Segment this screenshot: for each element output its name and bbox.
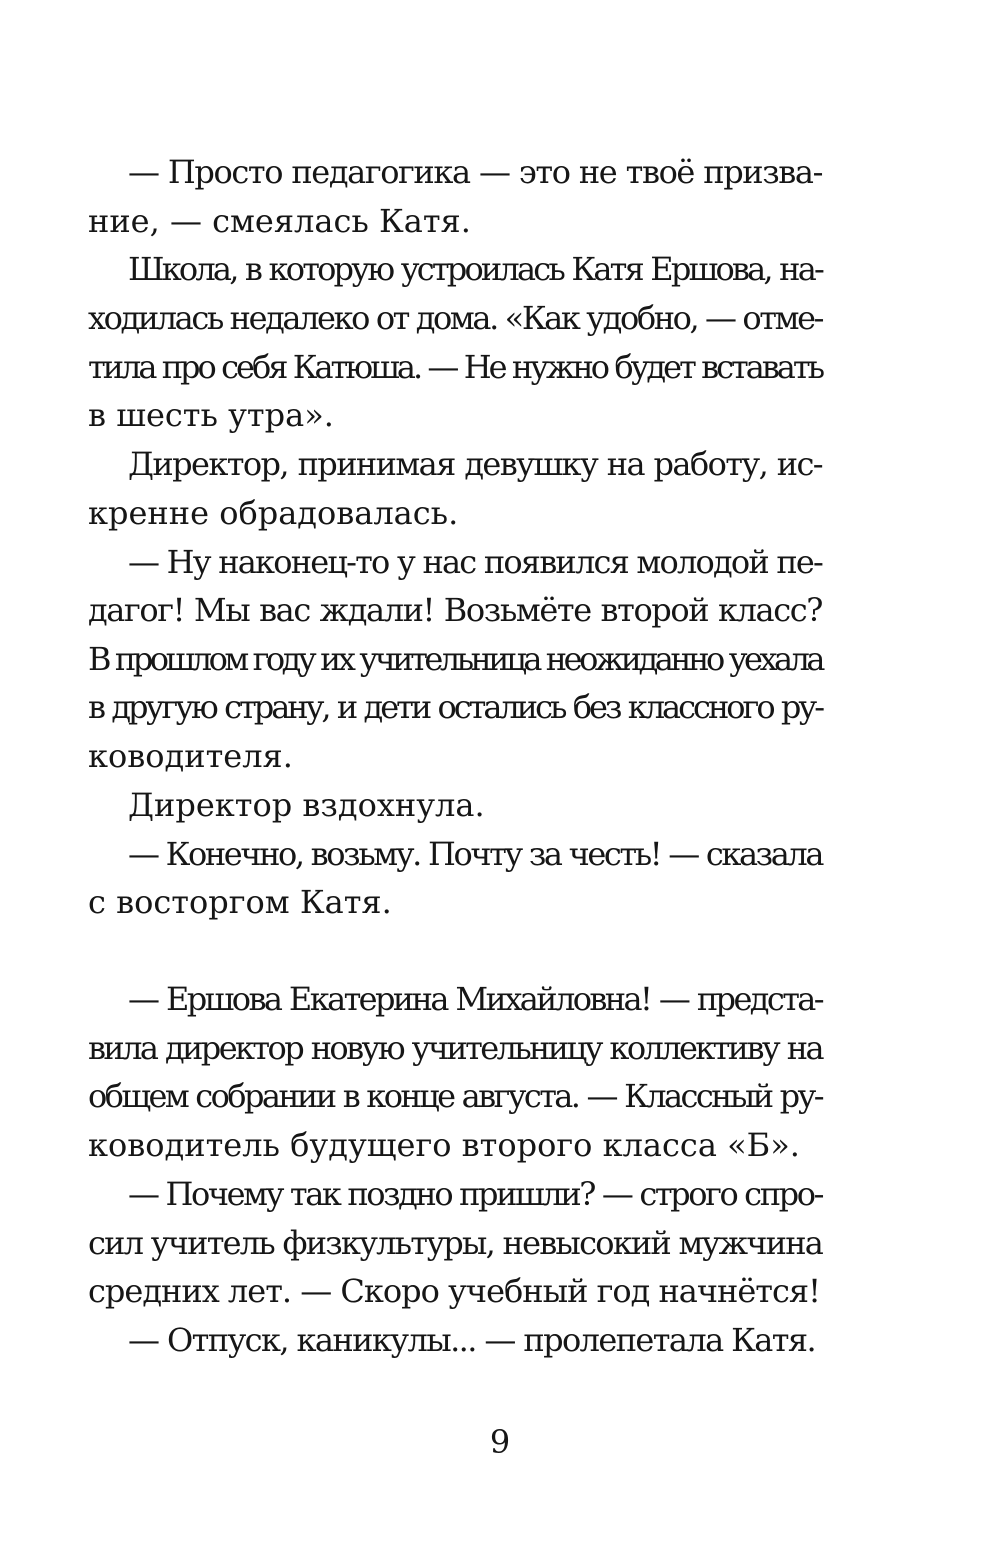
text-line: дагог! Мы вас ждали! Возьмёте второй класс? — [88, 591, 822, 630]
text-line: — Конечно, возьму. Почту за честь! — сказала — [128, 834, 822, 873]
text-line: ководителя. — [88, 737, 293, 776]
page-number: 9 — [489, 1423, 511, 1461]
section-break — [88, 927, 822, 975]
book-page-text — [88, 148, 822, 1365]
text-line: ководитель будущего второго класса «Б». — [88, 1126, 800, 1165]
text-line: Школа, в которую устроилась Катя Ершова, на- — [128, 250, 822, 289]
paragraph — [88, 781, 822, 830]
text-line: в шесть утра». — [88, 396, 334, 435]
text-line: средних лет. — Скоро учебный год начнётся! — [88, 1272, 820, 1311]
paragraph — [88, 975, 822, 1169]
paragraph — [88, 1316, 822, 1365]
text-line: вила директор новую учительницу коллективу на — [88, 1028, 822, 1067]
text-line: — Почему так поздно пришли? — строго спро- — [128, 1174, 822, 1213]
text-line: с восторгом Катя. — [88, 883, 392, 922]
text-line: кренне обрадовалась. — [88, 493, 459, 532]
text-line: — Ершова Екатерина Михайловна! — предста- — [128, 980, 822, 1019]
text-line: ходилась недалеко от дома. «Как удобно, — отме- — [88, 299, 823, 338]
text-line: — Просто педагогика — это не твоё призва- — [128, 153, 822, 191]
paragraph — [88, 1170, 822, 1316]
text-line: — Ну наконец-то у нас появился молодой пе- — [128, 542, 822, 581]
text-line: В прошлом году их учительница неожиданно уехала — [88, 639, 822, 678]
paragraph — [88, 148, 822, 245]
text-line: Директор, принимая девушку на работу, ис- — [128, 445, 822, 484]
text-line: ние, — смеялась Катя. — [88, 201, 471, 240]
paragraph — [88, 440, 822, 537]
text-line: — Отпуск, каникулы... — пролепетала Катя. — [128, 1321, 816, 1360]
paragraph — [88, 245, 822, 439]
text-line: Директор вздохнула. — [128, 785, 485, 824]
paragraph — [88, 830, 822, 927]
paragraph — [88, 538, 822, 781]
text-line: в другую страну, и дети остались без классного ру- — [88, 688, 822, 727]
text-line: тила про себя Катюша. — Не нужно будет вставать — [88, 347, 822, 386]
text-line: общем собрании в конце августа. — Классный ру- — [88, 1077, 822, 1116]
text-line: сил учитель физкультуры, невысокий мужчина — [88, 1223, 822, 1262]
